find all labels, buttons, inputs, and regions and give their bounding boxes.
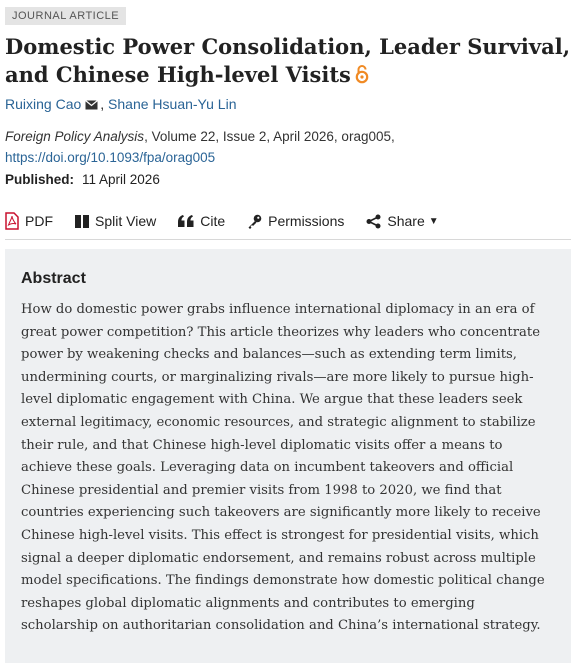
article-toolbar	[5, 203, 571, 240]
split-view-icon	[75, 215, 89, 228]
cite-label: Cite	[200, 213, 226, 229]
abstract-heading: Abstract	[21, 270, 86, 287]
author-list	[5, 95, 571, 114]
citation-block	[5, 126, 571, 168]
author-link-cao[interactable]: Ruixing Cao	[5, 96, 82, 112]
share-icon	[366, 214, 381, 229]
author-separator: ,	[100, 96, 105, 112]
published-label: Published:	[5, 172, 75, 187]
journal-name: Foreign Policy Analysis	[5, 129, 145, 144]
permissions-button[interactable]	[247, 213, 344, 229]
doi-link[interactable]: https://doi.org/10.1093/fpa/orag005	[5, 150, 216, 165]
article-title	[5, 33, 571, 91]
email-icon[interactable]	[85, 96, 98, 114]
pdf-icon	[5, 212, 19, 230]
abstract-section	[5, 249, 571, 663]
article-type-badge: JOURNAL ARTICLE	[5, 7, 126, 25]
citation-details: , Volume 22, Issue 2, April 2026, orag005,	[144, 129, 395, 144]
abstract-text: How do domestic power grabs influence international diplomacy in an era of great power competition? This article theorizes why leaders who concentrate power by weakening checks and balances—such as extending term limits, undermining courts, or marginalizing rivals—are more likely to pursue high-level diplomatic engagement with China. We argue that these leaders seek external legitimacy, economic resources, and strategic alignment to stabilize their rule, and that Chinese high-level diplomatic visits offer a means to achieve these goals. Leveraging data on incumbent takeovers and official Chinese presidential and premier visits from 1998 to 2020, we find that countries experiencing such takeovers are significantly more likely to receive Chinese high-level visits. This effect is strongest for presidential visits, which signal a deeper diplomatic endorsement, and remains robust across multiple model specifications. The findings demonstrate how domestic political change reshapes global diplomatic alignments and contributes to emerging scholarship on authoritarian consolidation and China’s international strategy.	[21, 302, 545, 634]
published-date: 11 April 2026	[82, 172, 160, 187]
quote-icon	[178, 215, 194, 227]
published-date-row	[5, 171, 571, 189]
split-view-label: Split View	[95, 213, 157, 229]
open-access-icon	[355, 63, 369, 91]
share-label: Share	[387, 213, 425, 229]
article-title-text: Domestic Power Consolidation, Leader Survival, and Chinese High-level Visits	[5, 34, 571, 87]
author-link-lin[interactable]: Shane Hsuan-Yu Lin	[108, 96, 237, 112]
permissions-label: Permissions	[268, 213, 345, 229]
split-view-button[interactable]	[75, 213, 156, 229]
chevron-down-icon: ▼	[428, 215, 439, 227]
key-icon	[247, 214, 262, 229]
share-button[interactable]	[366, 213, 438, 229]
cite-button[interactable]	[178, 213, 225, 229]
article-header	[5, 6, 571, 663]
pdf-label: PDF	[25, 213, 53, 229]
pdf-button[interactable]	[5, 212, 53, 230]
